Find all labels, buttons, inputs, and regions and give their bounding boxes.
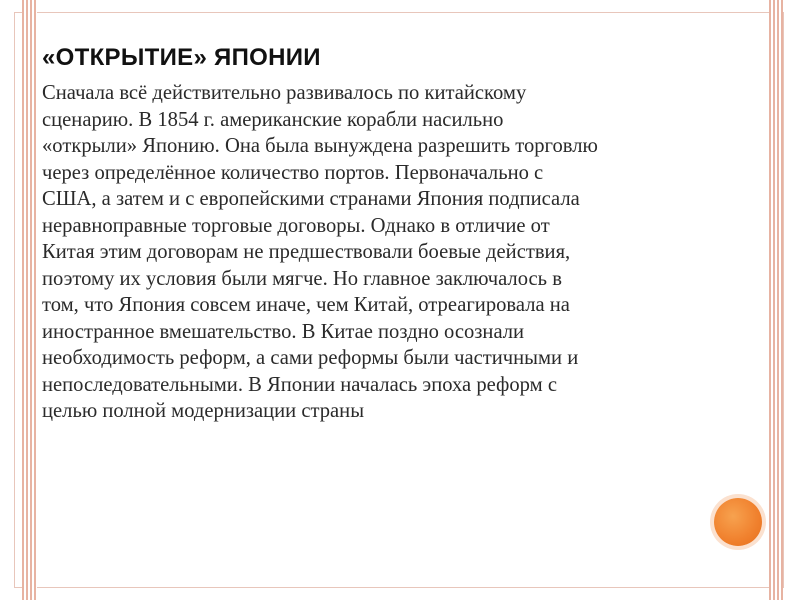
left-decorative-stripes	[22, 0, 37, 600]
body-line: сценарию. В 1854 г. американские корабли насильно	[42, 108, 504, 131]
body-line: США, а затем и с европейскими странами Япония подписала	[42, 188, 580, 210]
body-line: поэтому их условия были мягче. Но главное заключалось в	[42, 267, 562, 290]
body-line: Сначала всё действительно развивалось по китайскому	[42, 82, 527, 104]
body-line: неравноправные торговые договоры. Однако в отличие от	[42, 214, 550, 237]
decorative-circle-icon	[714, 498, 762, 546]
body-line: Китая этим договорам не предшествовали боевые действия,	[42, 241, 571, 263]
body-line: целью полной модернизации страны	[42, 400, 365, 422]
slide-title: «ОТКРЫТИЕ» ЯПОНИИ	[42, 44, 321, 71]
slide-body-text	[42, 80, 742, 425]
body-line: том, что Япония совсем иначе, чем Китай, отреагировала на	[42, 294, 570, 316]
body-line: необходимость реформ, а сами реформы были частичными и	[42, 347, 579, 369]
body-line: непоследовательными. В Японии началась эпоха реформ с	[42, 373, 557, 396]
body-line: через определённое количество портов. Первоначально с	[42, 161, 544, 184]
body-line: «открыли» Японию. Она была вынуждена разрешить торговлю	[42, 135, 598, 157]
right-decorative-stripes	[769, 0, 783, 600]
body-line: иностранное вмешательство. В Китае поздно осознали	[42, 320, 525, 343]
